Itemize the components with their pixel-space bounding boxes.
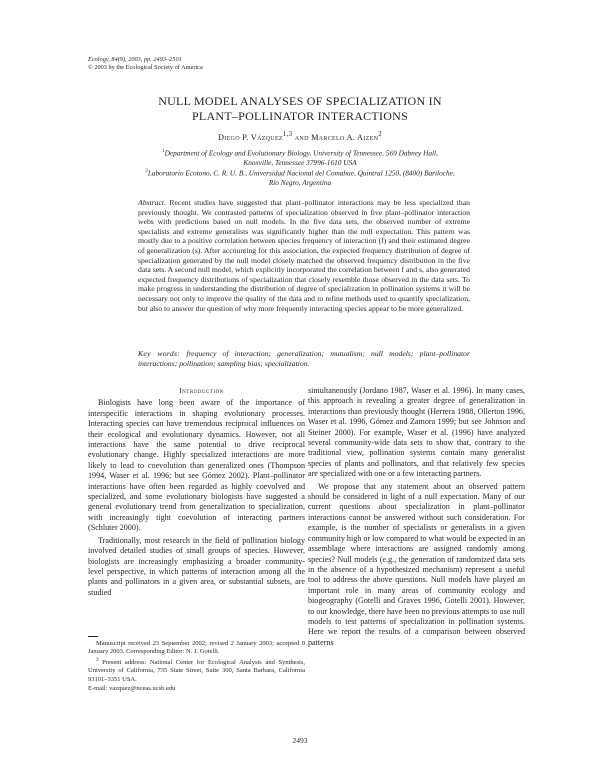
affiliation-1-line-1 <box>0 147 600 158</box>
body-paragraph: Traditionally, most research in the field of pollination biology involved detailed studies of small groups of species. However, biologists are increasingly emphasizing a broader community-level perspective, in which patterns of interaction among all the plants and pollinators in a given area, or substantial subsets, are studied <box>88 535 305 597</box>
affiliation-1-text: Department of Ecology and Evolutionary Biology, University of Tennessee, 569 Dabney Hall, <box>164 148 438 158</box>
footnote-email: E-mail: vazquez@nceas.ucsb.edu <box>88 684 176 692</box>
affiliation-1-line-2: Knoxville, Tennessee 37996-1610 USA <box>243 157 357 167</box>
author-2-superscript: 2 <box>378 131 382 138</box>
author-line <box>0 131 600 142</box>
journal-info <box>88 56 203 72</box>
abstract <box>138 198 470 313</box>
body-paragraph: Biologists have long been aware of the importance of interspecific interactions in shaping evolutionary processes. Interacting species can have tremendous reciprocal influences on their ecological and evolutionary dynamics. However, not all interactions have the same potential to drive reciprocal evolutionary change. Highly specialized interactions are more likely to lead to coevolution than generalized ones (Thompson 1994, Waser et al. 1996; but see Gómez 2002). Plant–pollinator interactions have often been regarded as highly coevolved and specialized, and some evolutionary biologists have suggested a general evolutionary trend from generalization to specialization, with increasingly tight coevolution of interacting partners (Schluter 2000). <box>88 398 305 533</box>
footnote-address-text: Present address: National Center for Ecological Analysis and Synthesis, University of California, 735 State Street, Suite 300, Santa Barbara, California 93101–3351 USA. <box>88 659 306 683</box>
right-column <box>308 386 525 648</box>
title-line-1: NULL MODEL ANALYSES OF SPECIALIZATION IN <box>158 94 442 108</box>
keywords <box>138 349 470 368</box>
affiliation-2-marker: 2 <box>145 169 148 175</box>
footnote-divider <box>88 636 98 637</box>
footnote-manuscript-received: Manuscript received 23 September 2002; revised 2 January 2003; accepted 9 January 2003. Corresponding Editor: N. J. Gotelli. <box>88 640 305 656</box>
footnote-marker: 3 <box>96 658 99 664</box>
copyright-notice: © 2003 by the Ecological Society of America <box>88 64 203 71</box>
author-conjunction: and <box>294 132 309 142</box>
author-2: Marcelo A. Aizen <box>311 132 379 142</box>
footnote-present-address <box>88 657 305 683</box>
author-1: Diego P. Vázquez <box>218 132 283 142</box>
footnotes <box>88 640 305 693</box>
page-number: 2493 <box>292 736 308 745</box>
affiliation-2-text: Laboratorio Ecotono, C. R. U. B., Universidad Nacional del Comahue, Quintral 1250, (8400) Bariloche, <box>147 168 455 178</box>
body-paragraph: We propose that any statement about an observed pattern should be considered in light of a null expectation. Many of our current questions about specialization in plant–pollinator interactions cannot be answered without such consideration. For example, is the number of specialists or generalists in a given community high or low compared to what would be expected in an assemblage where interactions are assigned randomly among species? Null models (e.g., the generation of randomized data sets in the absence of a hypothesized mechanism) represent a useful tool to address the above questions. Null models have played an important role in many areas of community ecology and biogeography (Gotelli and Graves 1996, Gotelli 2001). However, to our knowledge, there have been no previous attempts to use null models to test patterns of specialization in pollination systems. Here we report the results of a comparison between observed patterns <box>308 481 525 647</box>
left-column <box>88 386 305 598</box>
title-line-2: PLANT–POLLINATOR INTERACTIONS <box>191 108 409 123</box>
body-paragraph: simultaneously (Jordano 1987, Waser et al. 1996). In many cases, this approach is revealing a greater degree of generalization in interactions than previously thought (Herrera 1988, Ollerton 1996, Waser et al. 1996, Gómez and Zamora 1999; but see Johnson and Steiner 2000). For example, Waser et al. (1996) have analyzed several community-wide data sets to show that, contrary to the traditional view, pollination systems contain many generalist species of plants and pollinators, and that relatively few species are specialized with one or a few interacting partners. <box>308 386 525 479</box>
abstract-label: Abstract. <box>138 198 166 207</box>
affiliation-2-line-1 <box>0 167 600 178</box>
affiliation-2-line-2: Río Negro, Argentina <box>268 177 332 187</box>
author-1-superscript: 1,3 <box>282 131 293 138</box>
keywords-text: frequency of interaction; generalization; mutualism; null models; plant–pollinator interactions; pollination; sampling bias; specialization. <box>138 349 470 368</box>
affiliation-1-marker: 1 <box>162 149 165 154</box>
abstract-text: Recent studies have suggested that plant–pollinator interactions may be less specialized than previously thought. We contrasted patterns of specialization observed in five plant–pollinator interaction webs with predictions based on null models. In the five data sets, the observed number of extreme specialists and extreme generalists was significantly higher than the null expectation. This pattern was mostly due to a positive correlation between species frequency of interaction (f) and their estimated degree of generalization (s). After accounting for this association, the expected frequency distribution of degree of specialization generated by the null model closely matched the observed frequency distribution in the five data sets. A second null model, which explicitly incorporated the correlation between f and s, also generated expected frequency distributions of specialization that closely resemble those observed in the data sets. To make progress in understanding the distribution of degree of specialization in pollination systems it will be necessary not only to improve the quality of the data and to refine methods used to quantify specialization, but also to answer the question of why more frequently interacting species appear to be more generalized. <box>138 198 470 313</box>
affiliations <box>0 147 600 187</box>
journal-citation: Ecology, 84(9), 2003, pp. 2493–2501 <box>88 56 182 63</box>
section-heading-introduction: Introduction <box>179 386 224 395</box>
keywords-label: Key words: <box>138 349 181 358</box>
article-title <box>0 94 600 123</box>
